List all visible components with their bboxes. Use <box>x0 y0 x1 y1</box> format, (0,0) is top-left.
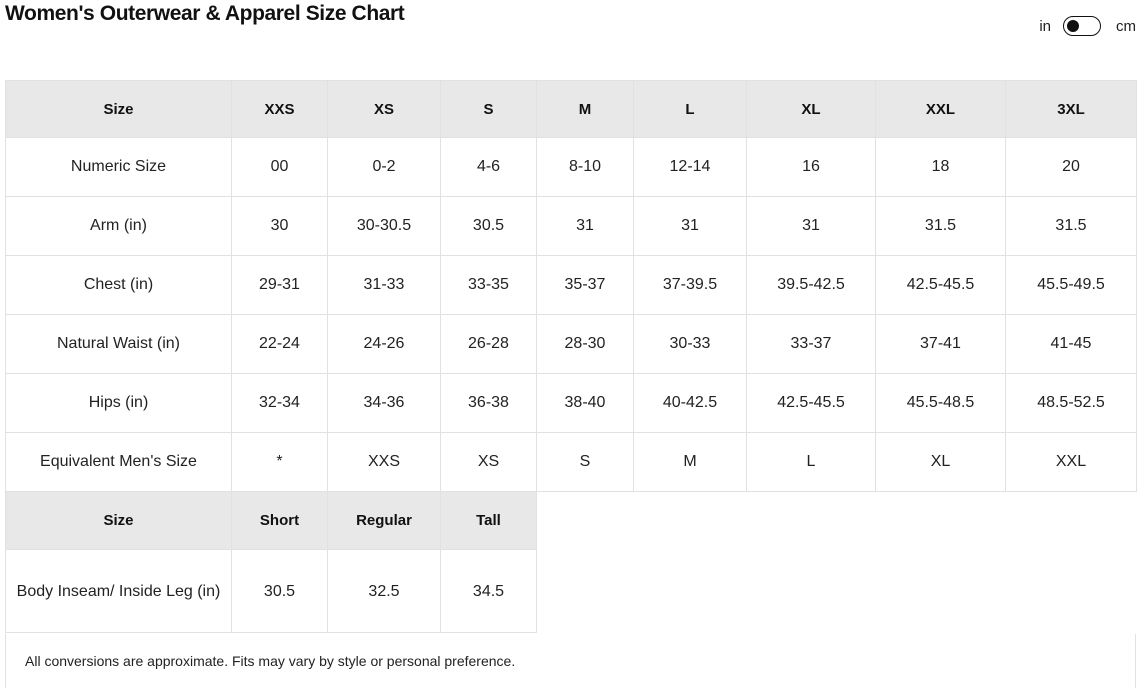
header-cell: Tall <box>441 492 537 550</box>
table-cell: 37-39.5 <box>634 256 747 315</box>
unit-switch-knob <box>1067 20 1079 32</box>
table-cell: 45.5-49.5 <box>1006 256 1137 315</box>
unit-switch[interactable] <box>1063 16 1101 36</box>
table-cell: 38-40 <box>537 374 634 433</box>
header-cell: Size <box>6 81 232 138</box>
row-label: Body Inseam/ Inside Leg (in) <box>6 550 232 633</box>
table-cell: 30-30.5 <box>328 197 441 256</box>
table-row <box>6 433 1137 492</box>
row-label: Chest (in) <box>6 256 232 315</box>
table-cell: 31-33 <box>328 256 441 315</box>
footnote: All conversions are approximate. Fits may vary by style or personal preference. <box>5 634 1136 688</box>
table-cell: XL <box>876 433 1006 492</box>
header-cell: XL <box>747 81 876 138</box>
table-cell: 0-2 <box>328 138 441 197</box>
table-cell: 30.5 <box>232 550 328 633</box>
header-cell: Size <box>6 492 232 550</box>
table-cell: 32-34 <box>232 374 328 433</box>
table-cell: 41-45 <box>1006 315 1137 374</box>
table-cell: 24-26 <box>328 315 441 374</box>
table-cell: 30-33 <box>634 315 747 374</box>
table-row <box>6 197 1137 256</box>
table-cell: 28-30 <box>537 315 634 374</box>
table-cell: 37-41 <box>876 315 1006 374</box>
header-cell: XXL <box>876 81 1006 138</box>
unit-label-cm: cm <box>1116 17 1136 35</box>
page-title: Women's Outerwear & Apparel Size Chart <box>5 2 405 25</box>
table-cell: 33-37 <box>747 315 876 374</box>
row-label: Arm (in) <box>6 197 232 256</box>
table-cell: 4-6 <box>441 138 537 197</box>
unit-label-in: in <box>1039 17 1051 35</box>
table-cell: 39.5-42.5 <box>747 256 876 315</box>
row-label: Hips (in) <box>6 374 232 433</box>
table-cell: 29-31 <box>232 256 328 315</box>
table-cell: 31 <box>634 197 747 256</box>
table-row <box>6 550 1137 633</box>
table-cell: * <box>232 433 328 492</box>
size-chart-table <box>5 80 1137 633</box>
table-cell: 8-10 <box>537 138 634 197</box>
table-cell: 42.5-45.5 <box>747 374 876 433</box>
header-cell: Short <box>232 492 328 550</box>
header-cell: XS <box>328 81 441 138</box>
table-cell: 42.5-45.5 <box>876 256 1006 315</box>
table-cell: 33-35 <box>441 256 537 315</box>
table-cell: 00 <box>232 138 328 197</box>
table-cell: XXS <box>328 433 441 492</box>
empty-space <box>537 492 1137 550</box>
table-cell: 30.5 <box>441 197 537 256</box>
table-cell: XXL <box>1006 433 1137 492</box>
header-cell: S <box>441 81 537 138</box>
table-cell: 18 <box>876 138 1006 197</box>
table-row <box>6 138 1137 197</box>
row-label: Numeric Size <box>6 138 232 197</box>
table-cell: 45.5-48.5 <box>876 374 1006 433</box>
header-cell: 3XL <box>1006 81 1137 138</box>
header-cell: M <box>537 81 634 138</box>
table-cell: 34.5 <box>441 550 537 633</box>
table-cell: 36-38 <box>441 374 537 433</box>
table-cell: 31.5 <box>876 197 1006 256</box>
table-cell: 35-37 <box>537 256 634 315</box>
header-cell: Regular <box>328 492 441 550</box>
table-row <box>6 315 1137 374</box>
inseam-header-row <box>6 492 1137 550</box>
table-cell: 40-42.5 <box>634 374 747 433</box>
table-cell: M <box>634 433 747 492</box>
table-cell: S <box>537 433 634 492</box>
table-cell: 16 <box>747 138 876 197</box>
table-cell: L <box>747 433 876 492</box>
table-cell: 30 <box>232 197 328 256</box>
table-cell: XS <box>441 433 537 492</box>
row-label: Equivalent Men's Size <box>6 433 232 492</box>
table-row <box>6 256 1137 315</box>
unit-toggle <box>1039 16 1136 36</box>
row-label: Natural Waist (in) <box>6 315 232 374</box>
empty-space <box>537 550 1137 633</box>
table-cell: 48.5-52.5 <box>1006 374 1137 433</box>
size-header-row <box>6 81 1137 138</box>
table-cell: 31.5 <box>1006 197 1137 256</box>
header-cell: L <box>634 81 747 138</box>
table-cell: 12-14 <box>634 138 747 197</box>
header-cell: XXS <box>232 81 328 138</box>
table-cell: 26-28 <box>441 315 537 374</box>
table-cell: 32.5 <box>328 550 441 633</box>
table-cell: 34-36 <box>328 374 441 433</box>
table-cell: 20 <box>1006 138 1137 197</box>
table-row <box>6 374 1137 433</box>
table-cell: 31 <box>537 197 634 256</box>
table-cell: 31 <box>747 197 876 256</box>
table-cell: 22-24 <box>232 315 328 374</box>
